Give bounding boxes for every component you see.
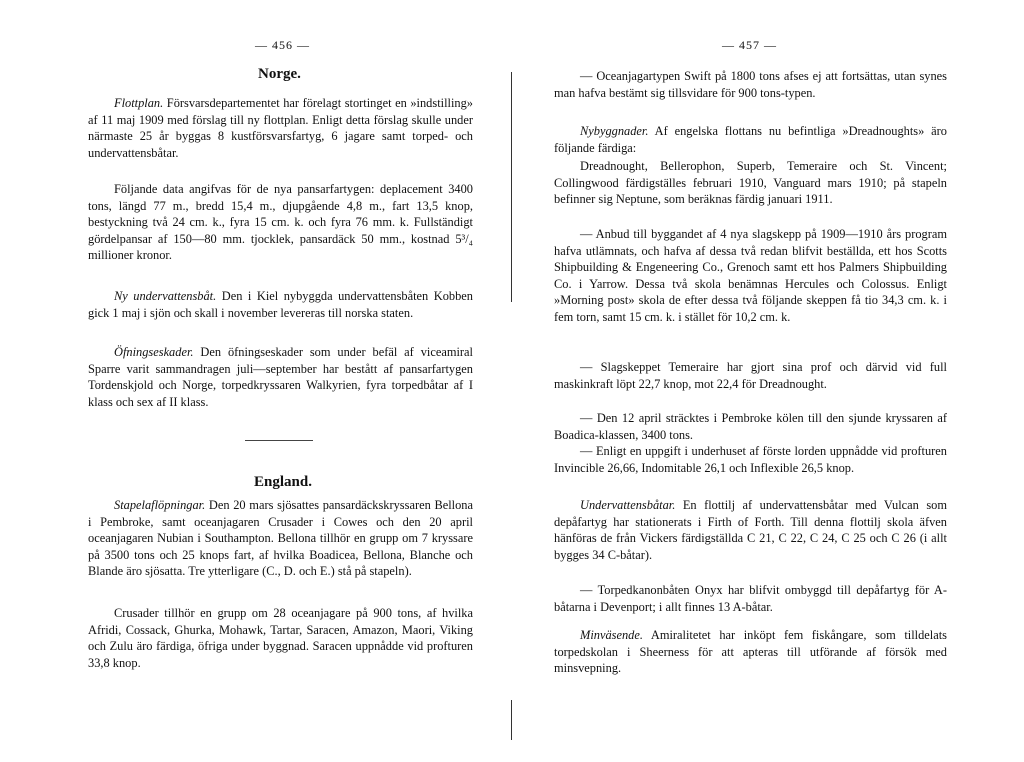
paragraph-onyx: — Torpedkanonbåten Onyx har blifvit ombyggd till depåfartyg för A-båtarna i Devenport; i allt finnes 13 A-båtar. <box>554 583 947 614</box>
paragraph-lead: Ny undervattensbåt. <box>114 289 217 303</box>
paragraph-dreadnought-list: Dreadnought, Bellerophon, Superb, Temeraire och St. Vincent; Collingwood färdigställes februari 1910, Vanguard mars 1910; på stapeln befinner sig Neptune, som beräknas färdig januari 1911. <box>554 159 947 207</box>
page-number: — 456 — <box>255 38 310 52</box>
paragraph-text: En flottilj af undervattensbåtar med Vulcan som depåfartyg har stationerats i Firth of Forth. Till denna flottilj skola äfven hänföras de från Vickers färdigställda C 21, C 22, C 24, C 25 och C 26 (i allt bygges 34 C-båtar). <box>554 498 947 562</box>
page-number: — 457 — <box>722 38 777 52</box>
paragraph-text: Den öfningseskader som under befäl af viceamiral Sparre varit sammandragen juli—september har bestått af pansarfartygen Tordenskjold och Norge, torpedkryssaren Walkyrien, fyra torpedbåtar af I klass och sex af II klass. <box>88 345 473 409</box>
paragraph-crusader: Crusader tillhör en grupp om 28 oceanjagare på 900 tons, af hvilka Afridi, Cossack, Ghurka, Mohawk, Tartar, Saracen, Amazon, Maori, Viking och Zulu äro färdiga, öfriga under byggnad. Saracen uppnådde vid profturen 33,8 knop. <box>88 606 473 670</box>
paragraph-nybyggnader <box>554 123 947 156</box>
paragraph-uppgift: — Enligt en uppgift i underhuset af förste lorden uppnådde vid profturen Invincible 26,66, Indomitable 26,1 och Inflexible 26,5 knop. <box>554 444 947 475</box>
paragraph-ny-undervattensbat <box>88 288 473 321</box>
paragraph-text: Amiralitetet har inköpt fem fiskångare, som tilldelats torpedskolan i Sheerness för att apteras till utförande af försök med minsvepning. <box>554 628 947 676</box>
paragraph-lead: Undervattensbåtar. <box>580 498 676 512</box>
left-page <box>0 0 500 762</box>
paragraph-text: Försvarsdepartementet har förelagt stortinget en »indstilling» af 11 maj 1909 med förslag till ny flottplan. Enligt detta förslag skulle under närmaste 25 år byggas 8 kustförsvarsfartyg, 6 jagare samt torped- och undervattensbåtar. <box>88 96 473 160</box>
paragraph-minvasende <box>554 627 947 677</box>
right-page <box>512 0 1024 762</box>
paragraph-undervattensbatar <box>554 497 947 563</box>
paragraph-text: Af engelska flottans nu befintliga »Dreadnoughts» äro följande färdiga: <box>554 124 947 155</box>
paragraph-text: Den i Kiel nybyggda undervattensbåten Kobben gick 1 maj i sjön och skall i november levereras till norska staten. <box>88 289 473 320</box>
section-heading-england: England. <box>254 474 312 490</box>
paragraph-temeraire: — Slagskeppet Temeraire har gjort sina prof och därvid vid full maskinkraft löpt 22,7 knop, mot 22,4 för Dreadnought. <box>554 360 947 391</box>
section-heading-norway: Norge. <box>258 66 301 82</box>
paragraph-anbud: — Anbud till byggandet af 4 nya slagskepp på 1909—1910 års program hafva utlämnats, och hafva af dessa två redan blifvit beställda, ett hos Scotts Shipbuilding & Engeneering Co., Grenoch samt ett hos Palmers Shipbuilding Co. i Yarrow. Dessa två skola benämnas Hercules och Colossus. Enligt »Morning post» skola de efter dessa två följande skeppen få tio 34,3 cm. k. i fem torn, samt 15 cm. k. i stället för 10,2 cm. k. <box>554 227 947 324</box>
paragraph-data: Följande data angifvas för de nya pansarfartygen: deplacement 3400 tons, längd 77 m., bredd 15,4 m., djupgående 4,8 m., fart 13,5 knop, bestyckning två 24 cm. k., fyra 15 cm. k. och fyra 76 mm. k. Fullständigt gördelpansar af 150—80 mm. tjocklek, pansardäck 50 mm., kostnad 5³/₄ millioner kronor. <box>88 182 473 263</box>
paragraph-flottplan <box>88 95 473 161</box>
paragraph-swift: — Oceanjagartypen Swift på 1800 tons afses ej att fortsättas, utan synes man hafva bestämt sig tillsvidare för 900 tons-typen. <box>554 69 947 100</box>
paragraph-text: Den 20 mars sjösattes pansardäckskryssaren Bellona i Pembroke, samt oceanjagaren Crusader i Cowes och den 20 april oceanjagaren Nubian i Southampton. Bellona tillhör en grupp om 7 kryssare på 3500 tons och 25 knops fart, af hvilka Boadicea, Bellona, Blanche och Blande äro sjösatta. Tre ytterligare (C., D. och E.) stå på stapeln). <box>88 498 473 579</box>
section-divider <box>245 440 313 441</box>
paragraph-lead: Minväsende. <box>580 628 643 642</box>
paragraph-boadica: — Den 12 april sträcktes i Pembroke kölen till den sjunde kryssaren af Boadica-klassen, 3400 tons. <box>554 411 947 442</box>
paragraph-ofningseskader <box>88 344 473 410</box>
paragraph-lead: Flottplan. <box>114 96 164 110</box>
paragraph-lead: Öfningseskader. <box>114 345 194 359</box>
paragraph-lead: Nybyggnader. <box>580 124 649 138</box>
paragraph-stapelaflopningar <box>88 497 473 580</box>
paragraph-lead: Stapelaflöpningar. <box>114 498 206 512</box>
